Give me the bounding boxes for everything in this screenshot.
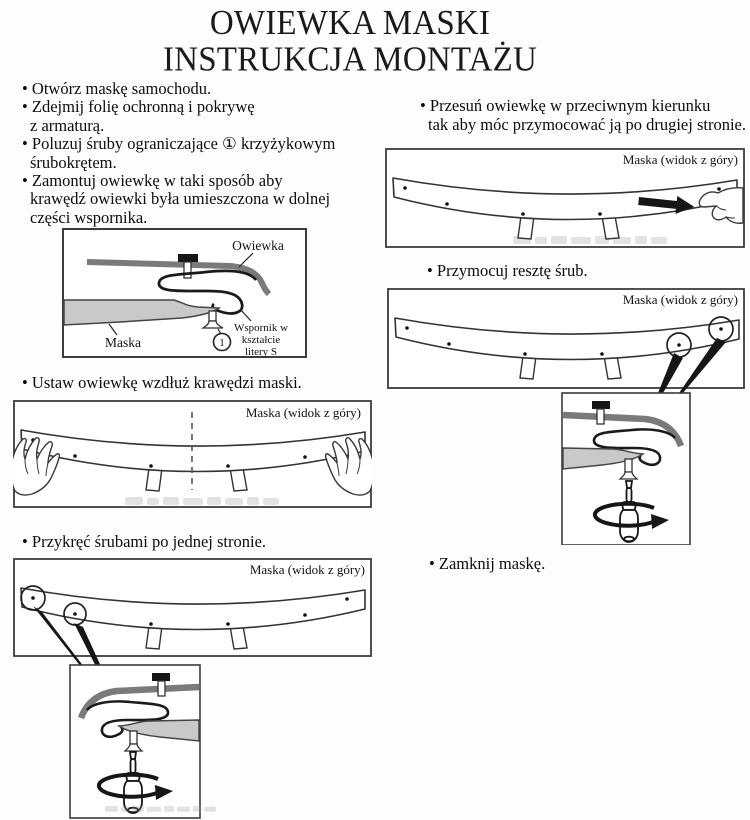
instruction-line: • Poluzuj śruby ograniczające ① krzyżykowym (22, 134, 336, 154)
top-view-label: Maska (widok z góry) (245, 405, 361, 420)
align-top-view-diagram (13, 400, 372, 508)
clamp (178, 254, 198, 262)
instruction-line: • Przesuń owiewkę w przeciwnym kierunku (420, 96, 711, 115)
instruction-line: • Otwórz maskę samochodu. (22, 79, 212, 98)
step-slide-deflector (420, 96, 745, 134)
bracket-label-3: litery S (244, 346, 278, 358)
instruction-line: • Przymocuj resztę śrub. (427, 261, 588, 280)
maska-label: Maska (105, 335, 141, 350)
page-title (0, 5, 700, 78)
step-screw-one-side (22, 533, 394, 551)
screw-left-side-diagram (13, 558, 372, 820)
top-view-label: Maska (widok z góry) (622, 152, 738, 167)
limit-screw (209, 311, 216, 321)
bracket-label-1: Wspornik w (233, 322, 289, 334)
instruction-line: tak aby móc przymocować ją po drugiej stronie. (428, 115, 746, 134)
screw-right-side-diagram (387, 288, 745, 545)
top-view-label: Maska (widok z góry) (622, 292, 738, 307)
bracket-label-2: kształcie (241, 334, 281, 346)
slide-top-view-diagram (385, 148, 745, 248)
instruction-line: części wspornika. (30, 207, 148, 227)
step-align-deflector (22, 374, 394, 392)
instruction-line: • Ustaw owiewkę wzdłuż krawędzi maski. (22, 373, 302, 392)
instruction-line: • Przykręć śrubami po jednej stronie. (22, 532, 267, 551)
top-view-label: Maska (widok z góry) (249, 562, 365, 577)
instruction-line: • Zamontuj owiewkę w taki sposób aby (22, 171, 283, 191)
title-line-2: INSTRUKCJA MONTAŻU (162, 40, 538, 79)
instruction-line: krawędź owiewki była umieszczona w dolnej (30, 189, 331, 209)
owiewka-label: Owiewka (232, 238, 284, 253)
instruction-line: z armaturą. (30, 115, 105, 135)
callout-number: 1 (219, 337, 225, 349)
title-line-1: OWIEWKA MASKI (209, 3, 491, 43)
clamp-screw (184, 262, 191, 278)
left-instruction-list (22, 80, 394, 227)
instruction-line: śrubokrętem. (30, 152, 117, 172)
step-attach-rest (427, 262, 737, 280)
instruction-line: • Zdejmij folię ochronną i pokrywę (22, 97, 255, 117)
step-close-hood (429, 555, 739, 573)
instruction-line: • Zamknij maskę. (429, 554, 546, 573)
cross-section-diagram (62, 228, 307, 358)
